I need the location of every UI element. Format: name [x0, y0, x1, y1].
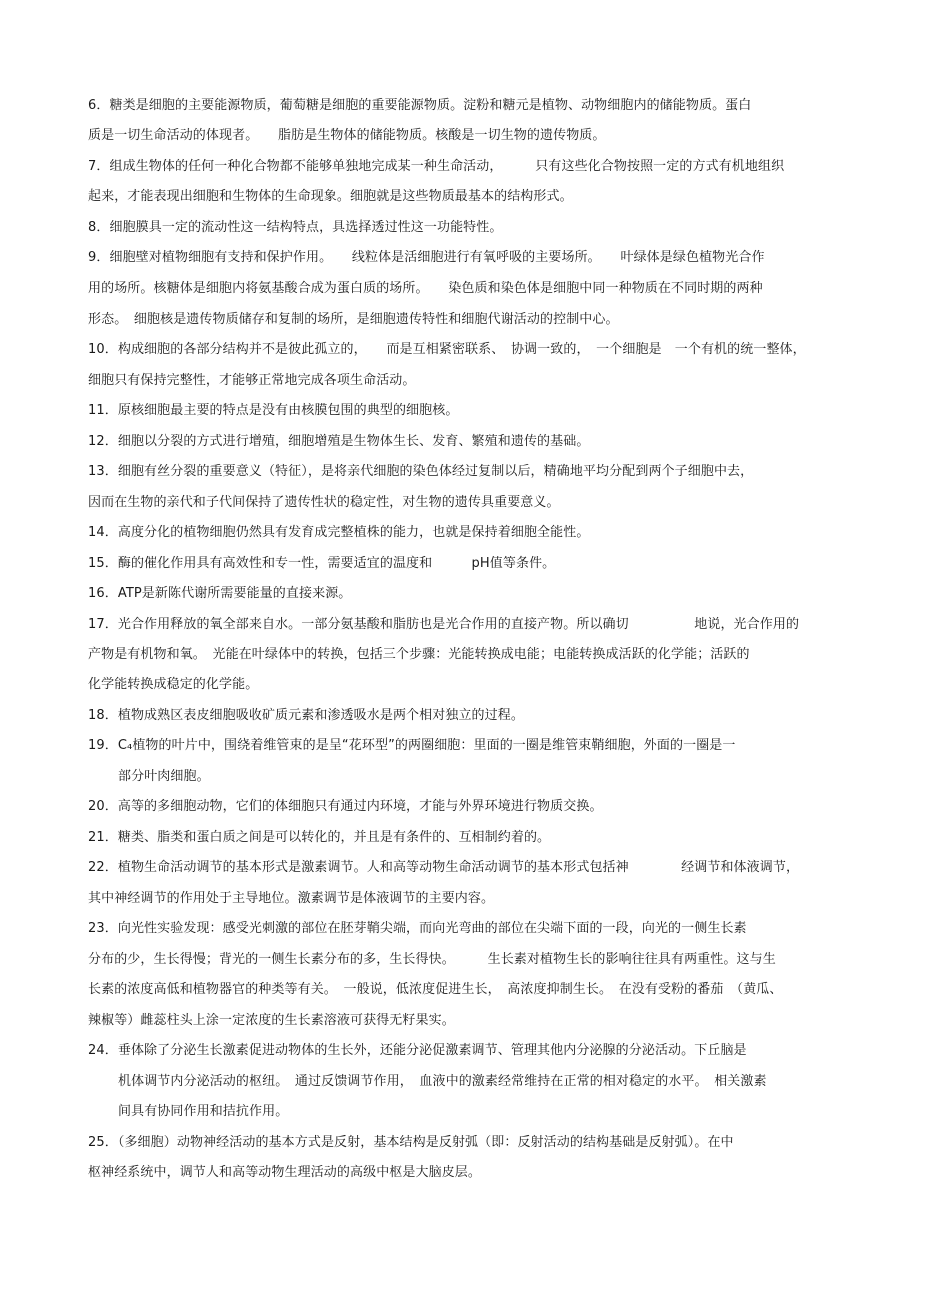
text-line: 15．酶的催化作用具有高效性和专一性，需要适宜的温度和 pH值等条件。	[88, 556, 556, 571]
text-line: 19．C₄植物的叶片中，围绕着维管束的是呈“花环型”的两圈细胞：里面的一圈是维管束鞘细胞，外面的一圈是一	[88, 738, 736, 753]
text-line: 9．细胞壁对植物细胞有支持和保护作用。 线粒体是活细胞进行有氧呼吸的主要场所。 叶绿体是绿色植物光合作	[88, 250, 765, 265]
text-line: 25．（多细胞）动物神经活动的基本方式是反射，基本结构是反射弧（即：反射活动的结构基础是反射弧）。在中	[88, 1135, 734, 1150]
text-line: 枢神经系统中，调节人和高等动物生理活动的高级中枢是大脑皮层。	[88, 1165, 482, 1180]
text-line: 24．垂体除了分泌生长激素促进动物体的生长外，还能分泌促激素调节、管理其他内分泌腺的分泌活动。下丘脑是	[88, 1043, 747, 1058]
text-line: 起来，才能表现出细胞和生物体的生命现象。细胞就是这些物质最基本的结构形式。	[88, 189, 573, 204]
text-line: 21．糖类、脂类和蛋白质之间是可以转化的，并且是有条件的、互相制约着的。	[88, 830, 551, 845]
text-line: 细胞只有保持完整性，才能够正常地完成各项生命活动。	[88, 373, 416, 388]
text-line: 12．细胞以分裂的方式进行增殖，细胞增殖是生物体生长、发育、繁殖和遗传的基础。	[88, 434, 590, 449]
text-line: 形态。 细胞核是遗传物质储存和复制的场所，是细胞遗传特性和细胞代谢活动的控制中心。	[88, 312, 619, 327]
text-line: 机体调节内分泌活动的枢纽。 通过反馈调节作用， 血液中的激素经常维持在正常的相对稳定的水平。 相关激素	[118, 1074, 767, 1089]
text-line: 10．构成细胞的各部分结构并不是彼此孤立的， 而是互相紧密联系、 协调一致的， 一个细胞是 一个有机的统一整体，	[88, 342, 806, 357]
text-line: 17．光合作用释放的氧全部来自水。一部分氨基酸和脂肪也是光合作用的直接产物。所以确切 地说，光合作用的	[88, 617, 800, 632]
text-line: 14．高度分化的植物细胞仍然具有发育成完整植株的能力，也就是保持着细胞全能性。	[88, 525, 590, 540]
text-line: 产物是有机物和氧。 光能在叶绿体中的转换，包括三个步骤：光能转换成电能；电能转换成活跃的化学能；活跃的	[88, 647, 750, 662]
text-line: 11．原核细胞最主要的特点是没有由核膜包围的典型的细胞核。	[88, 403, 459, 418]
text-line: 辣椒等）雌蕊柱头上涂一定浓度的生长素溶液可获得无籽果实。	[88, 1013, 455, 1028]
text-line: 22．植物生命活动调节的基本形式是激素调节。人和高等动物生命活动调节的基本形式包括神 经调节和体液调节，	[88, 860, 800, 875]
text-line: 化学能转换成稳定的化学能。	[88, 677, 259, 692]
text-line: 13．细胞有丝分裂的重要意义（特征），是将亲代细胞的染色体经过复制以后，精确地平均分配到两个子细胞中去，	[88, 464, 754, 479]
text-line: 23．向光性实验发现：感受光刺激的部位在胚芽鞘尖端，而向光弯曲的部位在尖端下面的一段，向光的一侧生长素	[88, 921, 747, 936]
text-line: 16．ATP是新陈代谢所需要能量的直接来源。	[88, 586, 352, 601]
text-line: 其中神经调节的作用处于主导地位。激素调节是体液调节的主要内容。	[88, 891, 495, 906]
text-line: 分布的少，生长得慢；背光的一侧生长素分布的多，生长得快。 生长素对植物生长的影响往往具有两重性。这与生	[88, 952, 776, 967]
text-line: 20．高等的多细胞动物，它们的体细胞只有通过内环境，才能与外界环境进行物质交换。	[88, 799, 603, 814]
text-line: 部分叶肉细胞。	[118, 769, 210, 784]
text-line: 因而在生物的亲代和子代间保持了遗传性状的稳定性，对生物的遗传具重要意义。	[88, 495, 560, 510]
text-line: 质是一切生命活动的体现者。 脂肪是生物体的储能物质。核酸是一切生物的遗传物质。	[88, 128, 606, 143]
text-line: 7．组成生物体的任何一种化合物都不能够单独地完成某一种生命活动， 只有这些化合物按照一定的方式有机地组织	[88, 159, 785, 174]
text-line: 长素的浓度高低和植物器官的种类等有关。 一般说，低浓度促进生长， 高浓度抑制生长。 在没有受粉的番茄 （黄瓜、	[88, 982, 783, 997]
text-line: 6．糖类是细胞的主要能源物质，葡萄糖是细胞的重要能源物质。淀粉和糖元是植物、动物细胞内的储能物质。蛋白	[88, 98, 752, 113]
text-line: 间具有协同作用和拮抗作用。	[118, 1104, 289, 1119]
text-line: 用的场所。核糖体是细胞内将氨基酸合成为蛋白质的场所。 染色质和染色体是细胞中同一种物质在不同时期的两种	[88, 281, 763, 296]
text-line: 8．细胞膜具一定的流动性这一结构特点，具选择透过性这一功能特性。	[88, 220, 503, 235]
text-line: 18．植物成熟区表皮细胞吸收矿质元素和渗透吸水是两个相对独立的过程。	[88, 708, 524, 723]
